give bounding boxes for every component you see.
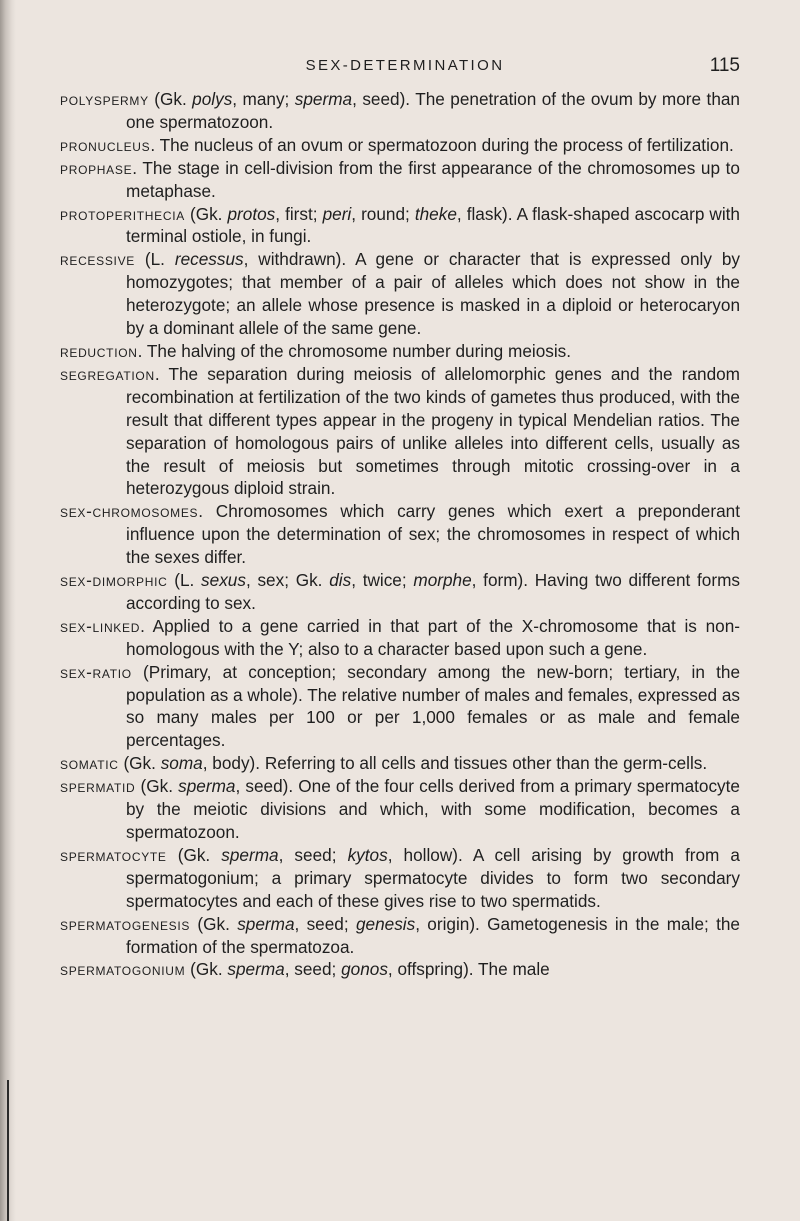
entry-etymon: sperma <box>221 844 279 865</box>
glossary-entry <box>60 752 740 775</box>
entry-definition-text: , seed; <box>278 844 348 865</box>
binding-shadow <box>0 0 16 1221</box>
glossary-entry <box>60 134 740 157</box>
entry-definition-text: , sex; Gk. <box>245 570 330 591</box>
entry-definition-text: , first; <box>275 203 323 224</box>
glossary-entry <box>60 363 740 500</box>
entry-definition-text: , body). Referring to all cells and tissues other than the germ-cells. <box>202 753 708 774</box>
entry-term: segregation <box>60 363 155 384</box>
binding-edge <box>7 1080 9 1221</box>
entry-etymon: dis <box>329 570 352 591</box>
entry-definition-text: . The stage in cell-division from the first appearance of the chromosomes up to metaphase. <box>126 157 740 201</box>
entry-definition-text: , twice; <box>351 570 414 591</box>
entry-definition-text: , origin). Gametogenesis in the male; the formation of the spermatozoa. <box>126 913 740 957</box>
entry-definition-text: (L. <box>135 249 175 270</box>
glossary-entry <box>60 958 740 981</box>
page-number: 115 <box>709 55 740 76</box>
entry-term: spermatogenesis <box>60 913 191 934</box>
entry-definition-text: , seed). The penetration of the ovum by more than one spermatozoon. <box>126 89 740 132</box>
glossary-entry <box>60 661 740 753</box>
entry-term: spermatid <box>60 776 136 797</box>
entry-term: protoperithecia <box>60 203 185 224</box>
glossary-entry <box>60 615 740 661</box>
glossary-entry <box>60 157 740 203</box>
glossary-entry <box>60 844 740 913</box>
entry-definition-text: (Gk. <box>184 203 228 224</box>
glossary-entry <box>60 248 740 340</box>
entry-etymon: sperma <box>294 89 353 109</box>
entry-etymon: polys <box>192 89 233 109</box>
glossary-entry <box>60 340 740 363</box>
running-head-title: SEX-DETERMINATION <box>305 57 505 74</box>
entry-definition-text: . The separation during meiosis of allelomorphic genes and the random recombination at fertilization of the two kinds of gametes thus produced, with the result that different types appear in the progeny in typical Mendelian ratios. The separation of homologous pairs of unlike alleles into different cells, usually as the result of meiosis but sometimes through mitotic crossing-over in a heterozygous diploid strain. <box>126 363 740 499</box>
entry-definition-text: (Gk. <box>148 89 193 109</box>
glossary-entry <box>60 775 740 844</box>
entry-term: pronucleus <box>60 134 151 155</box>
glossary-entry <box>60 500 740 569</box>
glossary-entry <box>60 88 740 134</box>
entry-definition-text: , seed). One of the four cells derived from a primary spermatocyte by the meiotic divisions and which, with some modification, becomes a spermatozoon. <box>126 776 740 842</box>
glossary-entry <box>60 203 740 249</box>
entry-definition-text: (Gk. <box>166 844 222 865</box>
entry-definition-text: , withdrawn). A gene or character that is expressed only by homozygotes; that member of a pair of alleles which does not show in the heterozygote; an allele whose presence is masked in a diploid or heterocaryon by a dominant allele of the same gene. <box>126 249 740 339</box>
entry-term: prophase <box>60 157 133 178</box>
entry-definition-text: (Gk. <box>118 753 161 774</box>
entry-etymon: sperma <box>227 959 285 980</box>
entry-definition-text: (Gk. <box>135 776 179 797</box>
entry-etymon: sexus <box>201 570 246 591</box>
entry-definition-text: , round; <box>351 203 415 224</box>
entry-etymon: sperma <box>178 776 236 797</box>
entry-etymon: theke <box>414 203 457 224</box>
entry-etymon: sperma <box>237 913 295 934</box>
entry-etymon: recessus <box>174 249 244 270</box>
entry-term: somatic <box>60 753 119 774</box>
entry-definition-text: , hollow). A cell arising by growth from a spermatogonium; a primary spermatocyte divides to form two secondary spermatocytes and each of these gives rise to two spermatids. <box>126 844 740 911</box>
running-head <box>60 52 740 88</box>
entry-definition-text: , seed; <box>294 913 356 934</box>
entry-term: reduction <box>60 340 138 361</box>
entry-etymon: genesis <box>355 913 416 934</box>
glossary-entries <box>60 88 740 981</box>
entry-definition-text: (Primary, at conception; secondary among the new-born; tertiary, in the population as a whole). The relative number of males and females, expressed as so many males per 100 or per 1,000 females or as male and female percentages. <box>126 661 740 751</box>
entry-definition-text: , offspring). The male <box>387 959 550 980</box>
entry-term: polyspermy <box>60 89 149 109</box>
entry-etymon: protos <box>227 203 276 224</box>
entry-etymon: soma <box>160 753 203 774</box>
entry-definition-text: , flask). A flask-shaped ascocarp with terminal ostiole, in fungi. <box>126 203 740 247</box>
entry-term: sex-dimorphic <box>60 570 168 591</box>
entry-definition-text: , seed; <box>284 959 342 980</box>
entry-definition-text: . Applied to a gene carried in that part of the X-chromosome that is non-homologous with the Y; also to a character based upon such a gene. <box>126 615 740 659</box>
entry-etymon: kytos <box>347 844 388 865</box>
entry-term: recessive <box>60 249 135 270</box>
entry-definition-text: . Chromosomes which carry genes which exert a preponderant influence upon the determination of sex; the chromosomes in respect of which the sexes differ. <box>126 501 740 568</box>
entry-term: spermatocyte <box>60 844 167 865</box>
entry-term: spermatogonium <box>60 959 186 980</box>
entry-term: sex-linked <box>60 615 141 636</box>
entry-term: sex-chromosomes <box>60 501 199 522</box>
entry-definition-text: , form). Having two different forms according to sex. <box>126 570 740 613</box>
entry-etymon: morphe <box>413 570 472 591</box>
glossary-entry <box>60 569 740 615</box>
entry-definition-text: . The nucleus of an ovum or spermatozoon during the process of fertilization. <box>150 134 734 155</box>
entry-definition-text: , many; <box>232 89 295 109</box>
entry-definition-text: (Gk. <box>190 913 238 934</box>
entry-definition-text: . The halving of the chromosome number during meiosis. <box>137 340 572 361</box>
entry-term: sex-ratio <box>60 661 132 682</box>
glossary-entry <box>60 913 740 959</box>
entry-definition-text: (Gk. <box>185 959 228 980</box>
book-page <box>60 52 740 981</box>
entry-definition-text: (L. <box>167 570 202 591</box>
entry-etymon: peri <box>322 203 352 224</box>
entry-etymon: gonos <box>341 959 388 980</box>
